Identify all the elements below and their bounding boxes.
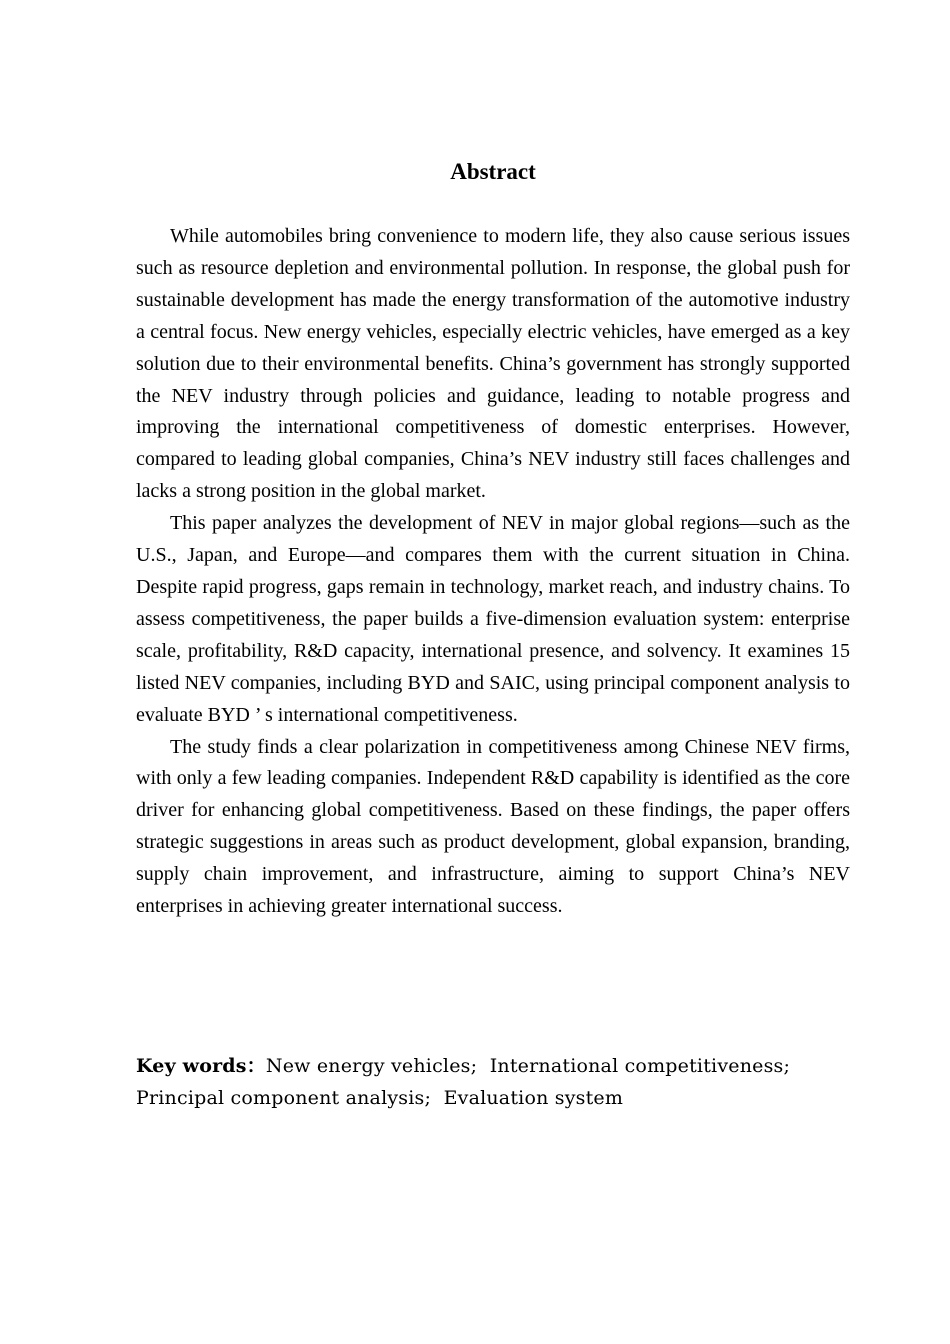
- keywords-label: Key words：: [136, 1055, 266, 1077]
- keyword-item: International competitiveness;: [489, 1055, 791, 1077]
- abstract-body: [136, 221, 850, 923]
- keyword-item: Principal component analysis;: [136, 1086, 432, 1109]
- abstract-paragraph-3: The study finds a clear polarization in competitiveness among Chinese NEV firms, with only a few leading companies. Independent R&D capability is identified as the core driver for enhancing global competitiveness. Based on these findings, the paper offers strategic suggestions in areas such as product development, global expansion, branding, supply chain improvement, and infrastructure, aiming to support China’s NEV enterprises in achieving greater international success.: [136, 735, 850, 918]
- keyword-item: Evaluation system: [443, 1086, 624, 1109]
- abstract-paragraph-2: This paper analyzes the development of NEV in major global regions—such as the U.S., Japan, and Europe—and compares them with the current situation in China. Despite rapid progress, gaps remain in technology, market reach, and industry chains. To assess competitiveness, the paper builds a five-dimension evaluation system: enterprise scale, profitability, R&D capacity, international presence, and solvency. It examines 15 listed NEV companies, including BYD and SAIC, using principal component analysis to evaluate BYD ’ s international competitiveness.: [136, 512, 850, 726]
- abstract-paragraph-1: While automobiles bring convenience to modern life, they also cause serious issues such as resource depletion and environmental pollution. In response, the global push for sustainable development has made the energy transformation of the automotive industry a central focus. New energy vehicles, especially electric vehicles, have emerged as a key solution due to their environmental benefits. China’s government has strongly supported the NEV industry through policies and guidance, leading to notable progress and improving the international competitiveness of domestic enterprises. However, compared to leading global companies, China’s NEV industry still faces challenges and lacks a strong position in the global market.: [136, 225, 850, 503]
- keyword-item: New energy vehicles;: [265, 1055, 478, 1077]
- keywords-block: [136, 1051, 850, 1114]
- abstract-title: Abstract: [450, 159, 536, 184]
